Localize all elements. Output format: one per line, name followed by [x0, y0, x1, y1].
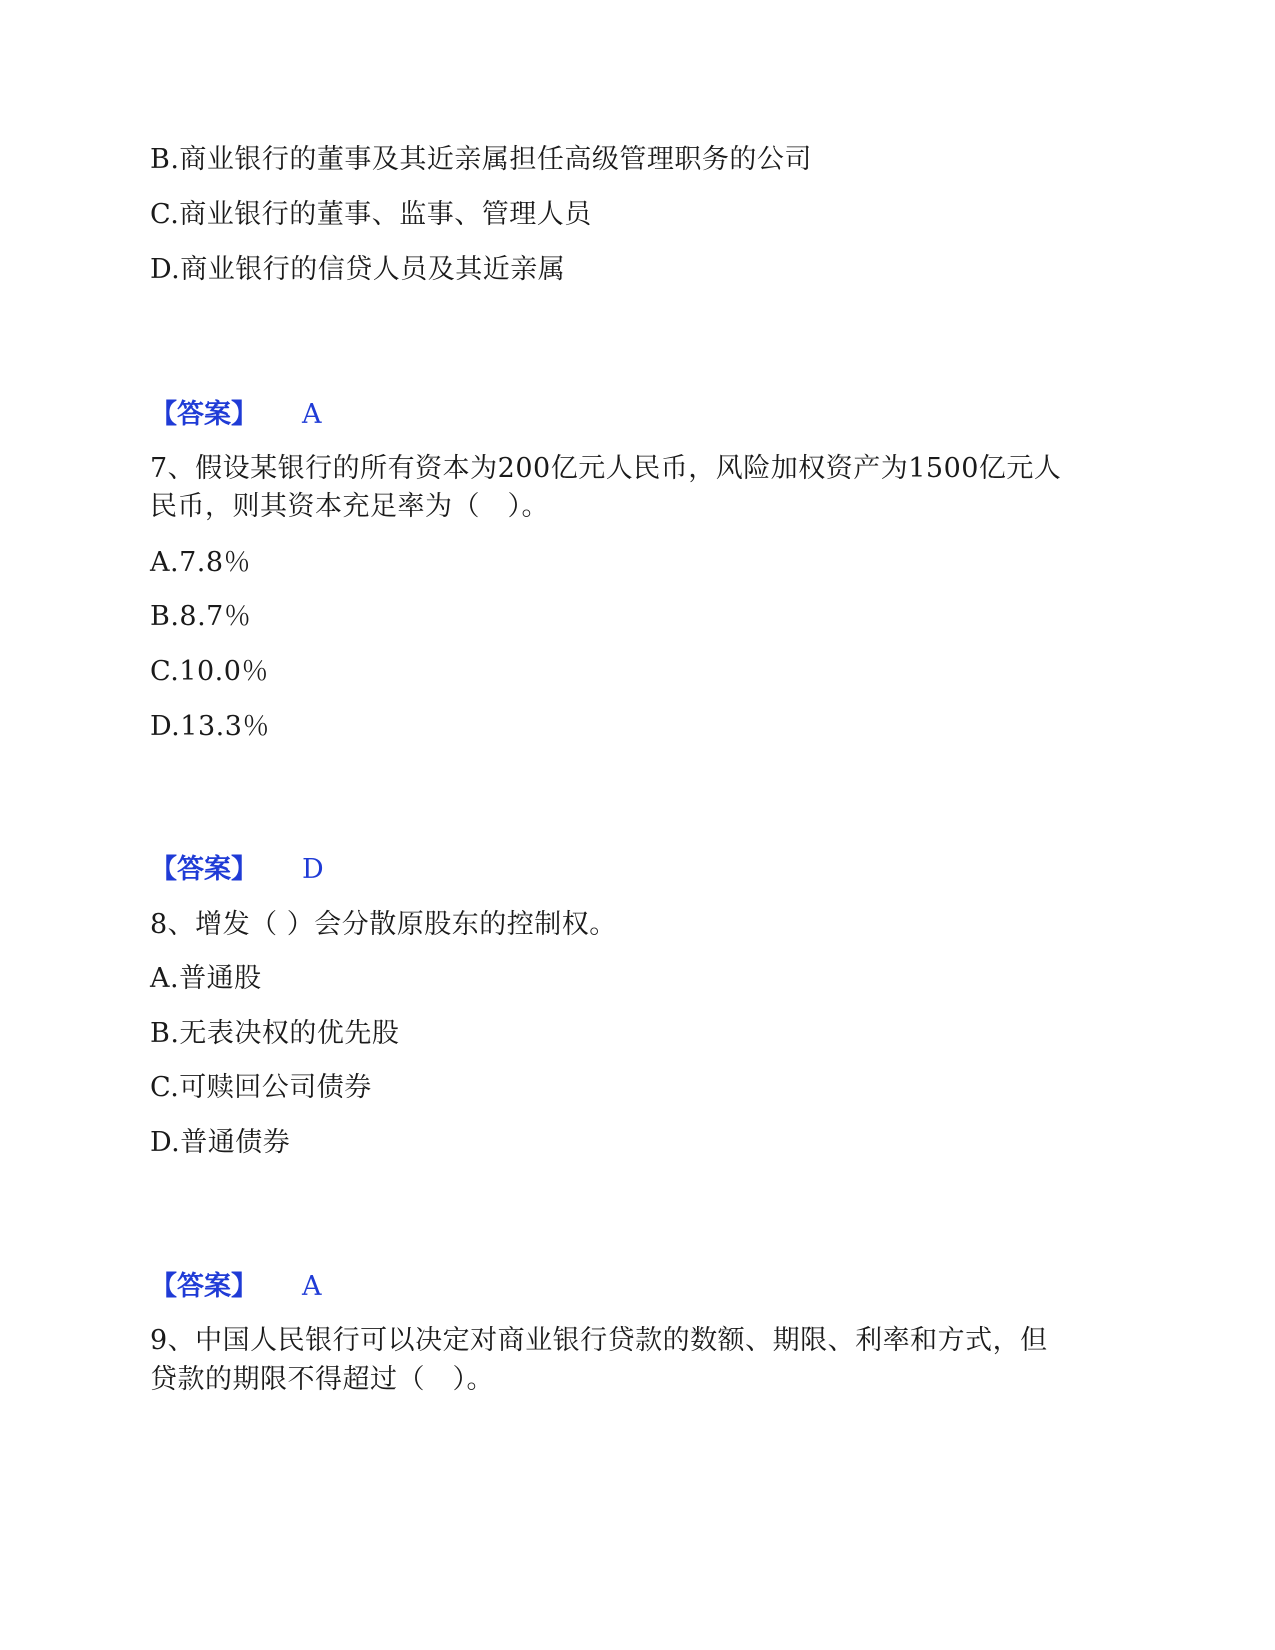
q9-stem-line2: 贷款的期限不得超过（ ）。 [150, 1364, 494, 1395]
q7-option-a: A.7.8％ [150, 547, 252, 578]
q7-stem-line1: 7、假设某银行的所有资本为200亿元人民币，风险加权资产为1500亿元人 [150, 453, 1062, 484]
q7-option-c: C.10.0％ [150, 656, 269, 687]
q8-stem: 8、增发（ ）会分散原股东的控制权。 [150, 909, 617, 940]
q6-option-c: C.商业银行的董事、监事、管理人员 [150, 199, 592, 230]
q8-option-a: A.普通股 [150, 963, 262, 994]
answer-value: D [302, 854, 324, 885]
q8-option-b: B.无表决权的优先股 [150, 1018, 400, 1049]
q7-answer [150, 852, 324, 888]
q8-answer [150, 1269, 322, 1305]
q8-option-c: C.可赎回公司债券 [150, 1072, 372, 1103]
q7-option-d: D.13.3％ [150, 711, 270, 742]
q6-option-b: B.商业银行的董事及其近亲属担任高级管理职务的公司 [150, 144, 812, 175]
answer-label: 【答案】 [150, 854, 258, 885]
answer-label: 【答案】 [150, 1271, 258, 1302]
q7-stem-line2: 民币，则其资本充足率为（ ）。 [150, 491, 549, 522]
answer-label: 【答案】 [150, 399, 258, 430]
q9-stem-line1: 9、中国人民银行可以决定对商业银行贷款的数额、期限、利率和方式，但 [150, 1325, 1048, 1356]
q6-option-d: D.商业银行的信贷人员及其近亲属 [150, 254, 566, 285]
q6-answer [150, 397, 322, 433]
q8-option-d: D.普通债券 [150, 1127, 291, 1158]
answer-value: A [302, 399, 322, 430]
q7-option-b: B.8.7％ [150, 601, 252, 632]
answer-value: A [302, 1271, 322, 1302]
